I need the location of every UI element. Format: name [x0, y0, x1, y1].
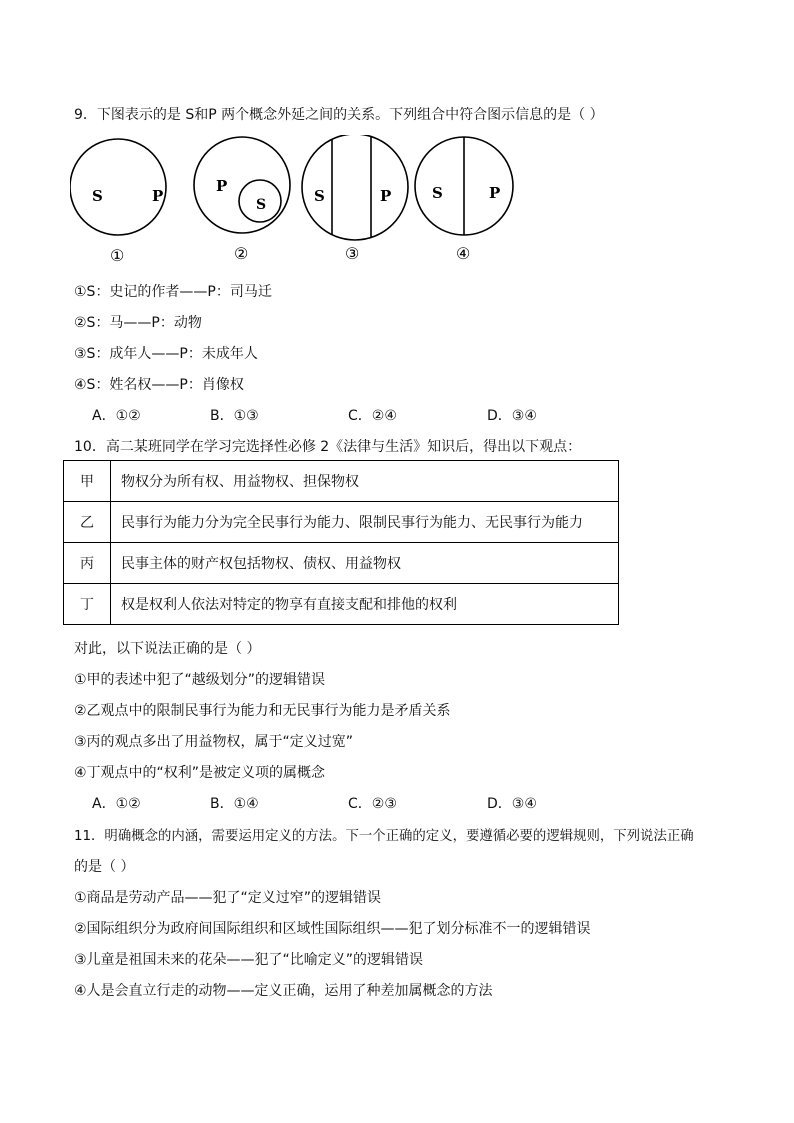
venn-diagram-3	[302, 135, 408, 263]
q10-item-3: ③丙的观点多出了用益物权，属于“定义过宽”	[74, 734, 354, 750]
table-row	[64, 461, 619, 502]
question-11-stem-line-2: 的是（ ）	[74, 859, 135, 875]
d3-label: ③	[345, 244, 360, 263]
row-key: 甲	[64, 461, 111, 502]
table-row	[64, 543, 619, 584]
d1-letter-s: S	[92, 187, 103, 205]
question-9-stem: 9．下图表示的是 S和P 两个概念外延之间的关系。下列组合中符合图示信息的是（ ）	[74, 107, 604, 123]
table-row	[64, 584, 619, 625]
venn-diagram-2	[194, 137, 290, 263]
d3-letter-s: S	[314, 187, 325, 205]
d4-label: ④	[456, 244, 471, 263]
circle-2-outer	[194, 137, 290, 233]
d2-label: ②	[234, 244, 249, 263]
venn-figure	[70, 135, 530, 265]
d1-label: ①	[110, 246, 125, 265]
q11-item-3: ③儿童是祖国未来的花朵——犯了“比喻定义”的逻辑错误	[74, 952, 424, 968]
venn-diagram-1	[70, 139, 166, 265]
table-row	[64, 502, 619, 543]
venn-diagram	[70, 135, 530, 265]
q9-choice-b[interactable]: B．①③	[210, 408, 259, 424]
row-text: 民事主体的财产权包括物权、债权、用益物权	[111, 543, 619, 584]
q11-item-4: ④人是会直立行走的动物——定义正确，运用了种差加属概念的方法	[74, 983, 493, 999]
row-text: 权是权利人依法对特定的物享有直接支配和排他的权利	[111, 584, 619, 625]
d4-letter-p: P	[489, 184, 501, 202]
question-11-stem-line-1: 11．明确概念的内涵，需要运用定义的方法。下一个正确的定义，要遵循必要的逻辑规则，下列说法正确	[74, 829, 694, 844]
row-key: 乙	[64, 502, 111, 543]
q9-item-3: ③S：成年人——P：未成年人	[74, 346, 258, 362]
viewpoint-table	[63, 460, 619, 625]
q10-choice-d[interactable]: D．③④	[487, 796, 537, 812]
d2-letter-s: S	[256, 197, 267, 213]
q10-item-1: ①甲的表述中犯了“越级划分”的逻辑错误	[74, 672, 326, 688]
d1-letter-p: P	[152, 187, 164, 205]
d2-letter-p: P	[216, 177, 228, 195]
d4-letter-s: S	[432, 184, 443, 202]
question-10-stem: 10．高二某班同学在学习完选择性必修 2《法律与生活》知识后，得出以下观点：	[74, 439, 582, 455]
row-text: 民事行为能力分为完全民事行为能力、限制民事行为能力、无民事行为能力	[111, 502, 619, 543]
q9-item-4: ④S：姓名权——P：肖像权	[74, 377, 244, 393]
q9-choice-a[interactable]: A．①②	[92, 408, 141, 424]
q9-item-2: ②S：马——P：动物	[74, 315, 202, 331]
q10-prompt: 对此，以下说法正确的是（ ）	[74, 641, 261, 657]
q9-choice-c[interactable]: C．②④	[348, 408, 397, 424]
q10-item-4: ④丁观点中的“权利”是被定义项的属概念	[74, 765, 326, 781]
row-key: 丙	[64, 543, 111, 584]
venn-diagram-4	[415, 137, 513, 263]
q11-item-2: ②国际组织分为政府间国际组织和区域性国际组织——犯了划分标准不一的逻辑错误	[74, 921, 591, 937]
q10-choice-c[interactable]: C．②③	[348, 796, 397, 812]
q10-choice-b[interactable]: B．①④	[210, 796, 259, 812]
q10-item-2: ②乙观点中的限制民事行为能力和无民事行为能力是矛盾关系	[74, 703, 451, 719]
q10-choice-a[interactable]: A．①②	[92, 796, 141, 812]
q9-item-1: ①S：史记的作者——P：司马迁	[74, 284, 272, 300]
row-key: 丁	[64, 584, 111, 625]
q11-item-1: ①商品是劳动产品——犯了“定义过窄”的逻辑错误	[74, 890, 382, 906]
q9-choice-d[interactable]: D．③④	[487, 408, 537, 424]
d3-letter-p: P	[380, 187, 392, 205]
row-text: 物权分为所有权、用益物权、担保物权	[111, 461, 619, 502]
